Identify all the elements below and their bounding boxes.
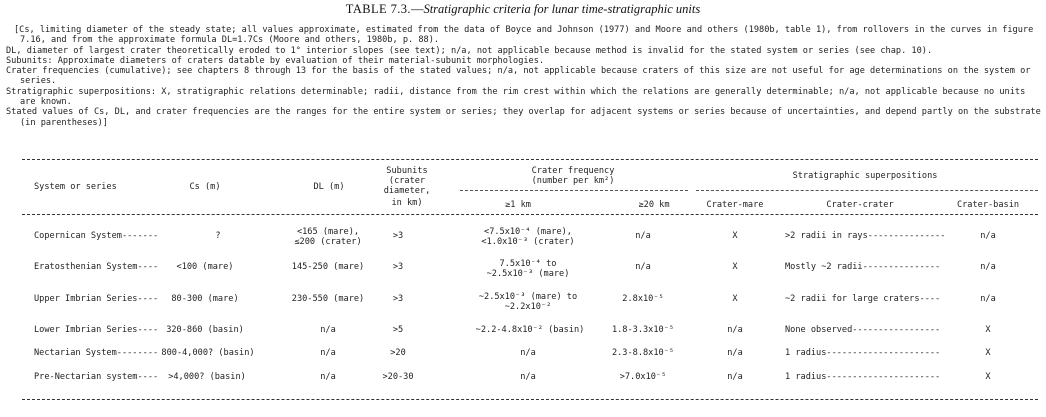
- row-crater-basin: n/a: [980, 231, 996, 241]
- row-freq-ge1-2: ~2.2x10⁻²: [504, 302, 552, 312]
- row-subunits: >20: [390, 348, 406, 358]
- row-dl-1: 230-550 (mare): [291, 294, 365, 304]
- row-freq-ge1-1: <7.5x10⁻⁴ (mare),: [484, 227, 572, 237]
- row-dl-1: n/a: [320, 348, 336, 358]
- row-dl-1: 145-250 (mare): [291, 262, 365, 272]
- row-freq-ge1-2: <1.0x10⁻³ (crater): [481, 237, 575, 247]
- table-title-text: Stratigraphic criteria for lunar time-stratigraphic units: [423, 2, 701, 16]
- row-freq-ge20: n/a: [635, 262, 651, 272]
- row-system: Lower Imbrian Series----: [34, 325, 159, 335]
- header-crater-basin: Crater-basin: [956, 200, 1020, 210]
- row-system: Eratosthenian System----: [34, 262, 159, 272]
- row-cs: 80-300 (mare): [171, 294, 239, 304]
- row-crater-basin: X: [985, 372, 991, 382]
- row-freq-ge20: >7.0x10⁻⁵: [619, 372, 667, 382]
- row-crater-basin: X: [985, 325, 991, 335]
- row-crater-crater: Mostly ~2 radii---------------: [785, 262, 941, 272]
- row-freq-ge20: 2.3-8.8x10⁻⁵: [611, 348, 675, 358]
- header-crater-crater: Crater-crater: [826, 200, 894, 210]
- stratigraphic-subrule: [696, 190, 1038, 191]
- table-title: [0, 2, 1046, 17]
- row-subunits: >3: [392, 262, 404, 272]
- header-ge20km: ≥20 km: [638, 200, 670, 210]
- row-crater-mare: X: [732, 231, 738, 241]
- row-dl-1: n/a: [320, 372, 336, 382]
- row-freq-ge20: 1.8-3.3x10⁻⁵: [611, 325, 675, 335]
- row-crater-mare: n/a: [727, 325, 743, 335]
- header-crater-frequency-unit: (number per km²): [531, 176, 615, 186]
- row-cs: <100 (mare): [176, 262, 234, 272]
- row-crater-basin: n/a: [980, 294, 996, 304]
- row-subunits: >3: [392, 231, 404, 241]
- row-cs: 800-4,000? (basin): [161, 348, 255, 358]
- row-freq-ge1-1: ~2.5x10⁻³ (mare) to: [478, 292, 578, 302]
- row-freq-ge1-2: ~2.5x10⁻³ (mare): [486, 269, 570, 279]
- row-freq-ge1-1: n/a: [520, 372, 536, 382]
- row-crater-basin: X: [985, 348, 991, 358]
- row-crater-mare: X: [732, 294, 738, 304]
- row-freq-ge1-1: 7.5x10⁻⁴ to: [499, 259, 557, 269]
- row-system: Copernican System-------: [34, 231, 159, 241]
- row-freq-ge20: n/a: [635, 231, 651, 241]
- row-cs: ?: [215, 231, 221, 241]
- header-system: System or series: [34, 182, 117, 192]
- note-cs: [Cs, limiting diameter of the steady state; all values approximate, estimated from the data of Boyce and Johnson (1977) and Moore and others (1980b, table 1), from rollovers in the curves in figure 7.16, and from the approximate formula DL=1.7Cs (Moore and others, 1980b, p. 88).: [14, 25, 1034, 46]
- header-stratigraphic-superpositions: Stratigraphic superpositions: [792, 171, 938, 181]
- row-crater-crater: ~2 radii for large craters----: [785, 294, 941, 304]
- row-dl-2: ≤200 (crater): [294, 237, 362, 247]
- row-dl-1: <165 (mare),: [296, 227, 360, 237]
- header-subunits-2: (crater: [388, 176, 426, 186]
- row-crater-crater: >2 radii in rays---------------: [785, 231, 946, 241]
- row-freq-ge1-1: ~2.2-4.8x10⁻² (basin): [475, 325, 585, 335]
- note-subunits: Subunits: Approximate diameters of craters datable by evaluation of their material-subunit morphologies.: [6, 55, 545, 66]
- row-freq-ge20: 2.8x10⁻⁵: [622, 294, 664, 304]
- header-subunits-4: in km): [391, 198, 423, 208]
- header-dl: DL (m): [313, 182, 345, 192]
- table-header-rule: [22, 214, 1038, 215]
- row-crater-mare: n/a: [727, 372, 743, 382]
- row-subunits: >3: [392, 294, 404, 304]
- row-crater-crater: 1 radius----------------------: [785, 372, 941, 382]
- note-dl: DL, diameter of largest crater theoretically eroded to 1° interior slopes (see text); n/a, not applicable because method is invalid for the stated system or series (see chap. 10).: [6, 45, 933, 56]
- table-top-rule: [22, 159, 1038, 160]
- row-crater-mare: X: [732, 262, 738, 272]
- row-freq-ge1-1: n/a: [520, 348, 536, 358]
- header-crater-frequency: Crater frequency: [531, 166, 615, 176]
- row-subunits: >20-30: [382, 372, 414, 382]
- header-crater-mare: Crater-mare: [706, 200, 764, 210]
- note-stated-values: Stated values of Cs, DL, and crater frequencies are the ranges for the entire system or series; they overlap for adjacent systems or series because of uncertainties, and depend partly on the substrate (in parentheses)]: [6, 107, 1041, 128]
- title-dash: —: [410, 2, 424, 16]
- table-label: TABLE 7.3.: [345, 2, 411, 16]
- row-system: Pre-Nectarian system----: [34, 372, 159, 382]
- row-system: Upper Imbrian Series----: [34, 294, 159, 304]
- row-crater-crater: 1 radius----------------------: [785, 348, 941, 358]
- table-bottom-rule: [22, 399, 1038, 400]
- row-crater-mare: n/a: [727, 348, 743, 358]
- crater-frequency-subrule: [460, 190, 688, 191]
- header-cs: Cs (m): [189, 182, 221, 192]
- row-subunits: >5: [392, 325, 404, 335]
- row-cs: 320-860 (basin): [166, 325, 244, 335]
- row-cs: >4,000? (basin): [168, 372, 246, 382]
- note-crater-frequencies: Crater frequencies (cumulative); see chapters 8 through 13 for the basis of the stated values; n/a, not applicable because craters of this size are not useful for age determinations on the system or series.: [6, 66, 1031, 87]
- row-dl-1: n/a: [320, 325, 336, 335]
- header-subunits-3: diameter,: [383, 186, 431, 196]
- header-ge1km: ≥1 km: [505, 200, 531, 210]
- row-crater-basin: n/a: [980, 262, 996, 272]
- table-notes: [6, 25, 1042, 128]
- row-system: Nectarian System--------: [34, 348, 159, 358]
- note-stratigraphic: Stratigraphic superpositions: X, stratigraphic relations determinable; radii, distance from the rim crest within which the relations are generally determinable; n/a, not applicable because no units are known.: [6, 86, 1026, 108]
- row-crater-crater: None observed-----------------: [785, 325, 941, 335]
- header-subunits-1: Subunits: [386, 166, 428, 176]
